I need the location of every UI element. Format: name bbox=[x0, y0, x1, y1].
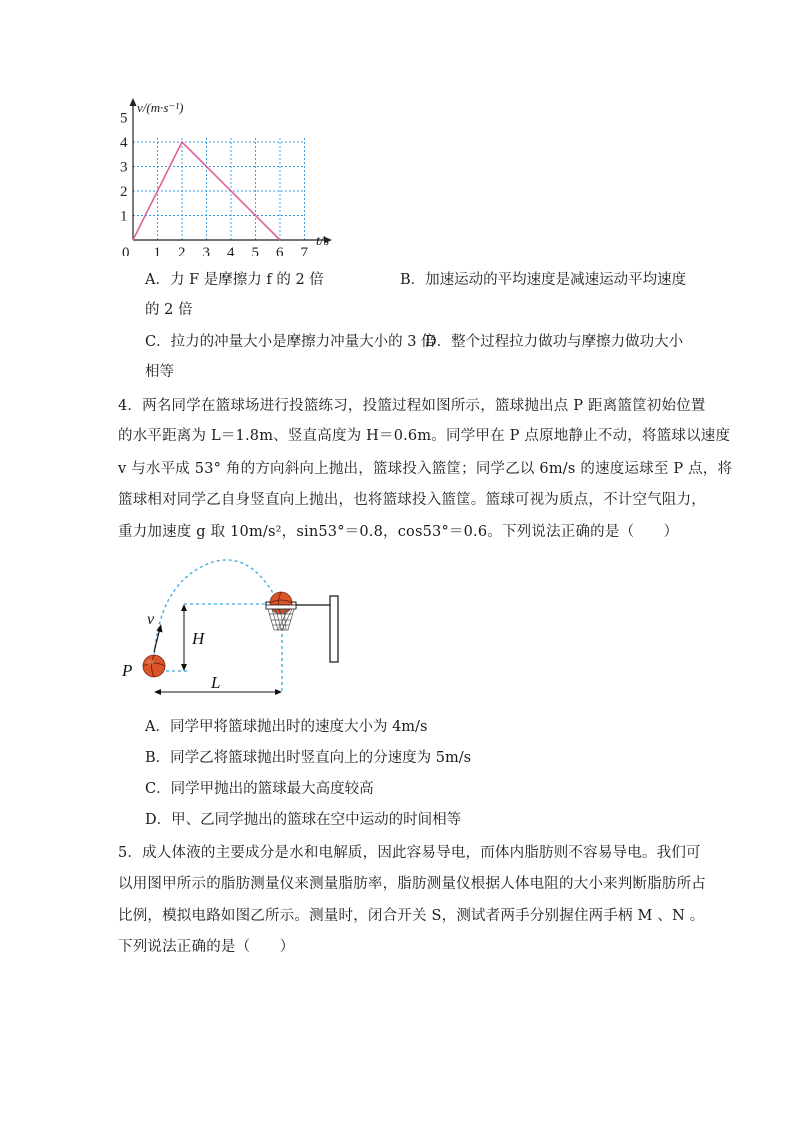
q4-stem-line-3: v 与水平成 53° 角的方向斜向上抛出，篮球投入篮筐；同学乙以 6m/s 的速度运球至 P 点，将 bbox=[118, 461, 733, 477]
label-v: v bbox=[147, 611, 155, 628]
label-p: P bbox=[122, 661, 133, 680]
trajectory-arc bbox=[154, 560, 278, 660]
q3-option-a[interactable]: A．力 F 是摩擦力 f 的 2 倍 bbox=[145, 272, 324, 288]
velocity-time-chart bbox=[110, 96, 350, 256]
q4-option-a[interactable]: A．同学甲将篮球抛出时的速度大小为 4m/s bbox=[145, 719, 428, 735]
h-arrow-bottom bbox=[181, 664, 187, 671]
x-tick-label: 7 bbox=[300, 245, 308, 256]
h-arrow-top bbox=[181, 604, 187, 611]
velocity-arrowhead bbox=[157, 624, 163, 633]
x-tick-label: 0 bbox=[122, 245, 130, 256]
x-tick-label: 5 bbox=[251, 245, 259, 256]
x-tick-label: 1 bbox=[153, 245, 161, 256]
x-tick-label: 6 bbox=[276, 245, 284, 256]
x-tick-label: 2 bbox=[178, 245, 186, 256]
y-tick-label: 5 bbox=[120, 110, 128, 127]
q3-option-c[interactable]: C．拉力的冲量大小是摩擦力冲量大小的 3 倍 bbox=[145, 334, 436, 350]
q4-option-b[interactable]: B．同学乙将篮球抛出时竖直向上的分速度为 5m/s bbox=[145, 750, 472, 766]
basketball-at-p bbox=[143, 655, 165, 677]
label-l: L bbox=[211, 673, 221, 692]
q3-option-b-continued: 的 2 倍 bbox=[145, 302, 193, 318]
q5-stem-line-2: 以用图甲所示的脂肪测量仪来测量脂肪率，脂肪测量仪根据人体电阻的大小来判断脂肪所占 bbox=[118, 876, 706, 892]
q4-stem-line-5: 重力加速度 g 取 10m/s²，sin53°＝0.8，cos53°＝0.6。下列说法正确的是（ ） bbox=[118, 524, 679, 540]
q5-stem-line-1: 5．成人体液的主要成分是水和电解质，因此容易导电，而体内脂肪则不容易导电。我们可 bbox=[118, 845, 701, 861]
q5-stem-line-4: 下列说法正确的是（ ） bbox=[118, 939, 295, 955]
q4-stem-line-2: 的水平距离为 L＝1.8m、竖直高度为 H＝0.6m。同学甲在 P 点原地静止不动，将篮球以速度 bbox=[118, 428, 731, 444]
basketball-at-hoop bbox=[270, 592, 292, 614]
l-arrow-left bbox=[154, 689, 161, 695]
y-tick-label: 3 bbox=[120, 159, 128, 176]
y-tick-label: 1 bbox=[120, 208, 128, 225]
q4-stem-line-4: 篮球相对同学乙自身竖直向上抛出，也将篮球投入篮筐。篮球可视为质点，不计空气阻力， bbox=[118, 492, 706, 508]
y-tick-label: 2 bbox=[120, 184, 128, 200]
q3-option-d-continued: 相等 bbox=[145, 364, 174, 380]
q4-option-d[interactable]: D．甲、乙同学抛出的篮球在空中运动的时间相等 bbox=[145, 812, 462, 828]
l-arrow-right bbox=[275, 689, 282, 695]
backboard bbox=[330, 596, 338, 662]
q3-option-d[interactable]: D．整个过程拉力做功与摩擦力做功大小 bbox=[425, 334, 684, 350]
x-tick-label: 4 bbox=[227, 245, 235, 256]
chart-xlabel: t/s bbox=[316, 234, 330, 249]
y-tick-label: 4 bbox=[120, 135, 128, 151]
label-h: H bbox=[192, 629, 205, 648]
x-tick-label: 3 bbox=[202, 245, 210, 256]
q4-stem-line-1: 4．两名同学在篮球场进行投篮练习，投篮过程如图所示，篮球抛出点 P 距离篮筐初始位置 bbox=[118, 398, 706, 414]
basketball-diagram bbox=[118, 548, 358, 698]
chart-ylabel: v/(m·s⁻¹) bbox=[137, 100, 184, 115]
q4-option-c[interactable]: C．同学甲抛出的篮球最大高度较高 bbox=[145, 781, 374, 797]
q3-option-b[interactable]: B．加速运动的平均速度是减速运动平均速度 bbox=[400, 272, 687, 288]
q5-stem-line-3: 比例，模拟电路如图乙所示。测量时，闭合开关 S，测试者两手分别握住两手柄 M 、N 。 bbox=[118, 908, 705, 924]
y-axis-arrow bbox=[130, 98, 137, 106]
